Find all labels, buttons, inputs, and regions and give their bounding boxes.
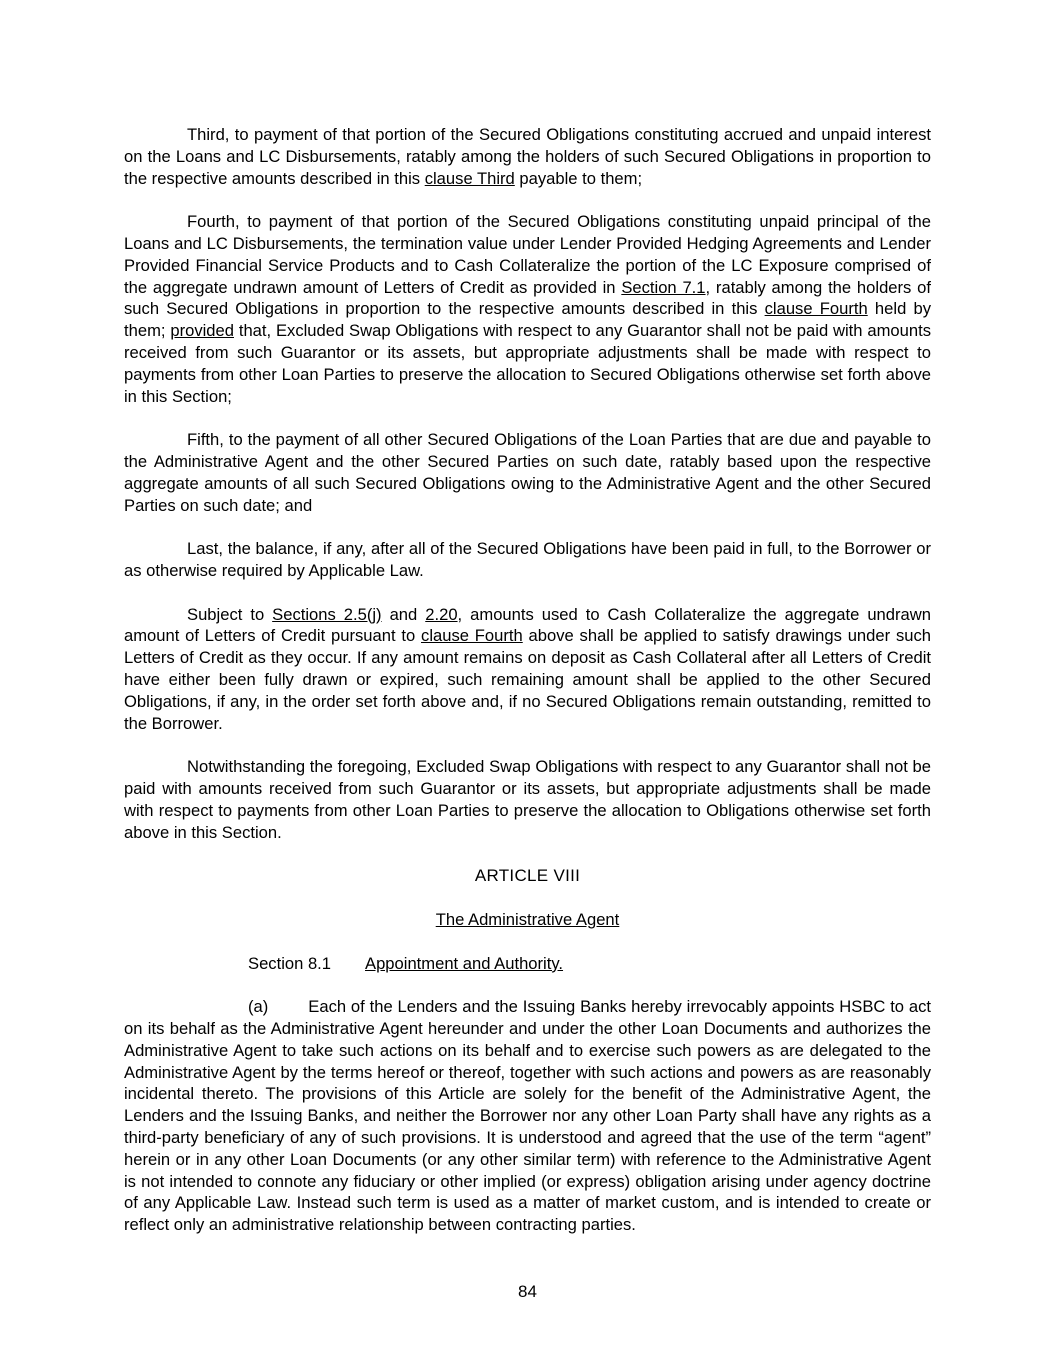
clause-a-paragraph (124, 996, 931, 1236)
paragraph-text: held by them; (124, 299, 932, 341)
paragraph-text: Third, to payment of that portion of the Secured Obligations constituting accrued and unpaid interest on the Loans and LC Disbursements, ratably among the holders of such Secured Obligations in proportion to the respective amounts described in this (124, 125, 931, 188)
paragraph-fourth (124, 211, 931, 407)
clause-reference: clause Third (424, 168, 515, 188)
paragraph-text: , amounts used to Cash Collateralize the aggregate undrawn amount of Letters of Credit pursuant to (124, 604, 931, 646)
paragraph-text: above shall be applied to satisfy drawings under such Letters of Credit as they occur. If any amount remains on deposit as Cash Collateral after all Letters of Credit have either been fully drawn or expired, such remaining amount shall be applied to the other Secured Obligations, if any, in the order set forth above and, if no Secured Obligations remain outstanding, remitted to the Borrower. (124, 626, 931, 733)
article-title-text: The Administrative Agent (435, 909, 620, 929)
paragraph-text: that, Excluded Swap Obligations with respect to any Guarantor shall not be paid with amounts received from such Guarantor or its assets, but appropriate adjustments shall be made with respect to payments from other Loan Parties to preserve the allocation to Secured Obligations otherwise set forth above in this Section; (124, 321, 931, 406)
section-reference: Sections 2.5(j) (272, 604, 382, 624)
paragraph-subject (124, 604, 931, 735)
proviso-term: provided (170, 321, 234, 341)
paragraph-notwithstanding: Notwithstanding the foregoing, Excluded Swap Obligations with respect to any Guarantor shall not be paid with amounts received from such Guarantor or its assets, but appropriate adjustments shall be made with respect to payments from other Loan Parties to preserve the allocation to Obligations otherwise set forth above in this Section. (124, 757, 931, 842)
paragraph-text: Subject to (187, 604, 273, 624)
section-title: Appointment and Authority. (365, 953, 564, 973)
section-reference: 2.20 (425, 604, 458, 624)
paragraph-text: Fourth, to payment of that portion of the Secured Obligations constituting unpaid principal of the Loans and LC Disbursements, the termination value under Lender Provided Hedging Agreements and Lender Provided Financial Service Products and to Cash Collateralize the portion of the LC Exposure comprised of the aggregate undrawn amount of Letters of Credit as provided in (124, 212, 931, 297)
article-heading: ARTICLE VIII (474, 866, 581, 886)
paragraph-fifth: Fifth, to the payment of all other Secured Obligations of the Loan Parties that are due and payable to the Administrative Agent and the other Secured Parties on such date, ratably based upon the respective aggregate amounts of all such Secured Obligations owing to the Administrative Agent and the other Secured Parties on such date; and (124, 430, 931, 515)
paragraph-text: payable to them; (514, 168, 643, 188)
paragraph-text: and (381, 604, 426, 624)
clause-reference: clause Fourth (421, 626, 523, 646)
clause-label: (a) (248, 997, 269, 1017)
paragraph-last: Last, the balance, if any, after all of the Secured Obligations have been paid in full, to the Borrower or as otherwise required by Applicable Law. (124, 539, 931, 580)
section-reference: Section 7.1 (621, 277, 706, 297)
clause-reference: clause Fourth (764, 299, 868, 319)
document-body (124, 124, 931, 1258)
article-title (124, 909, 931, 931)
paragraph-third (124, 124, 931, 189)
clause-text: Each of the Lenders and the Issuing Banks hereby irrevocably appoints HSBC to act on its behalf as the Administrative Agent hereunder and under the other Loan Documents and authorizes the Administrative Agent to take such actions on its behalf and to exercise such powers as are delegated to the Administrative Agent by the terms hereof or thereof, together with such actions and powers as are reasonably incidental thereto. The provisions of this Article are solely for the benefit of the Administrative Agent, the Lenders and the Issuing Banks, and neither the Borrower nor any other Loan Party shall have any rights as a third-party beneficiary of any of such provisions. It is understood and agreed that the use of the term “agent” herein or in any other Loan Documents (or any other similar term) with reference to the Administrative Agent is not intended to connote any fiduciary or other implied (or express) obligation arising under agency doctrine of any Applicable Law. Instead such term is used as a matter of market custom, and is intended to create or reflect only an administrative relationship between contracting parties. (124, 997, 931, 1235)
section-heading (124, 953, 931, 975)
page-number: 84 (518, 1282, 537, 1301)
section-number: Section 8.1 (248, 953, 332, 973)
paragraph-text: , ratably among the holders of such Secured Obligations in proportion to the respective amounts described in this (124, 277, 931, 319)
